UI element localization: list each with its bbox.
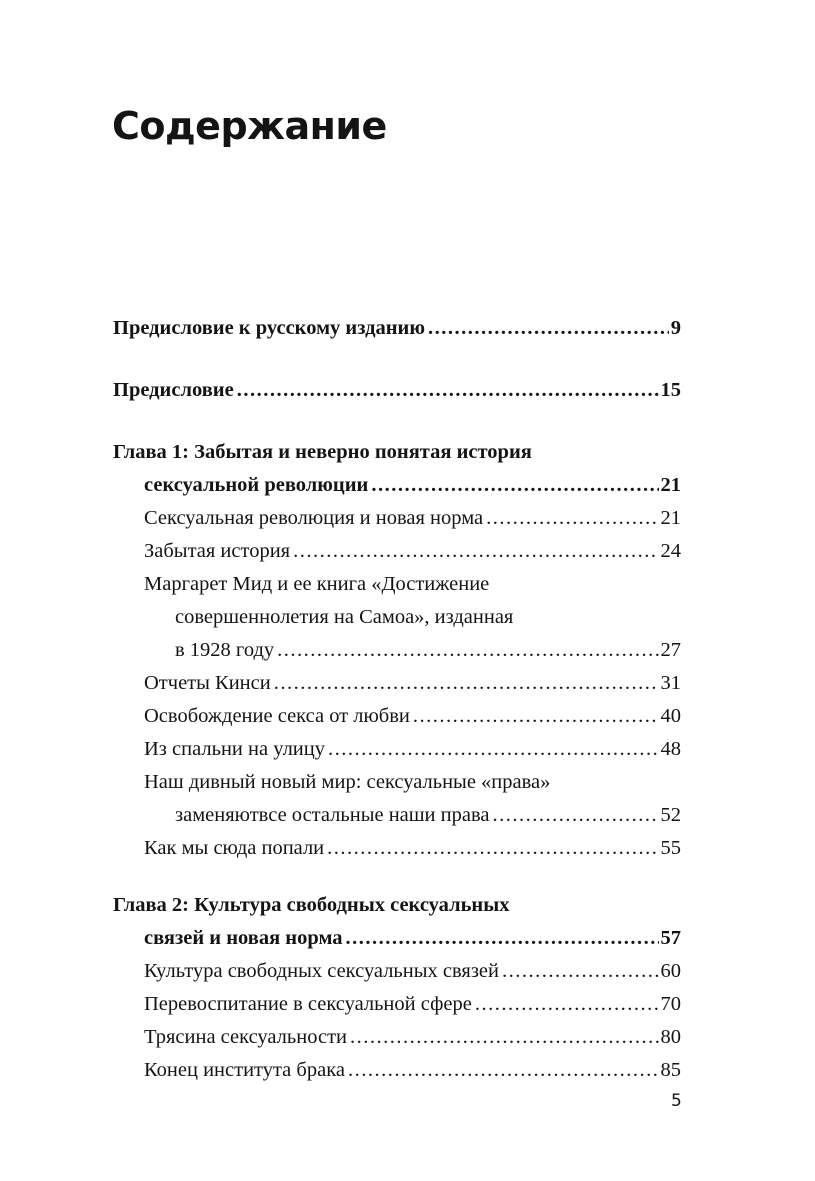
dot-leader (346, 922, 659, 955)
page-title: Содержание (112, 104, 387, 148)
dot-leader (413, 700, 659, 733)
page-number: 5 (671, 1091, 682, 1111)
dot-leader (475, 988, 659, 1021)
toc-entry-preface-russian[interactable] (113, 312, 681, 345)
toc-entry[interactable] (113, 667, 681, 700)
toc-entry-label: Освобождение секса от любви (144, 705, 410, 727)
toc-entry[interactable] (113, 733, 681, 766)
toc-entry-label: Предисловие (113, 379, 234, 401)
dot-leader (277, 634, 658, 667)
toc-entry-label: Из спальни на улицу (144, 738, 325, 760)
dot-leader (350, 1021, 658, 1054)
toc-page-number: 70 (660, 993, 681, 1015)
toc-page-number: 57 (660, 927, 681, 949)
toc-entry[interactable] (113, 988, 681, 1021)
toc-page-number: 60 (660, 960, 681, 982)
toc-entry-label: Конец института брака (144, 1059, 345, 1081)
chapter-heading-line: Глава 1: Забытая и неверно понятая история (113, 441, 532, 463)
toc-entry-label: Маргарет Мид и ее книга «Достижение (144, 573, 490, 595)
toc-page-number: 40 (660, 705, 681, 727)
chapter-heading-line: Глава 2: Культура свободных сексуальных (113, 894, 510, 916)
chapter-heading-line: сексуальной революции (144, 474, 369, 496)
toc-entry-label: Сексуальная революция и новая норма (144, 507, 484, 529)
table-of-contents (113, 312, 681, 1087)
dot-leader (293, 535, 658, 568)
toc-page-number: 27 (660, 639, 681, 661)
toc-entry-label: совершеннолетия на Самоа», изданная (175, 606, 514, 628)
toc-page-number: 24 (660, 540, 681, 562)
toc-entry-label: Отчеты Кинси (144, 672, 271, 694)
toc-entry-label: в 1928 году (175, 639, 275, 661)
toc-entry-label: Как мы сюда попали (144, 837, 325, 859)
dot-leader (348, 1054, 659, 1087)
toc-entry[interactable] (113, 955, 681, 988)
toc-entry[interactable] (113, 568, 681, 667)
toc-entry[interactable] (113, 700, 681, 733)
dot-leader (371, 469, 658, 502)
toc-page-number: 52 (660, 804, 681, 826)
toc-page-number: 31 (660, 672, 681, 694)
toc-chapter-2[interactable] (113, 889, 681, 955)
toc-entry[interactable] (113, 766, 681, 832)
dot-leader (237, 374, 659, 407)
dot-leader (327, 832, 658, 865)
dot-leader (486, 502, 658, 535)
toc-entry-label: Перевоспитание в сексуальной сфере (144, 993, 472, 1015)
dot-leader (428, 312, 669, 345)
chapter-heading-line: связей и новая норма (144, 927, 343, 949)
dot-leader (274, 667, 659, 700)
toc-entry-label: Забытая история (144, 540, 291, 562)
toc-entry[interactable] (113, 502, 681, 535)
toc-entry-label: Предисловие к русскому изданию (113, 317, 426, 339)
toc-page-number: 80 (660, 1026, 681, 1048)
toc-page-number: 21 (660, 474, 681, 496)
toc-entry[interactable] (113, 535, 681, 568)
toc-page-number: 21 (660, 507, 681, 529)
toc-page-number: 48 (660, 738, 681, 760)
dot-leader (502, 955, 658, 988)
toc-page-number: 9 (670, 317, 681, 339)
toc-entry-label: Трясина сексуальности (144, 1026, 348, 1048)
toc-entry[interactable] (113, 832, 681, 865)
toc-page-number: 15 (660, 379, 681, 401)
toc-entry-label: Наш дивный новый мир: сексуальные «права» (144, 771, 551, 793)
toc-entry[interactable] (113, 1054, 681, 1087)
toc-entry-preface[interactable] (113, 374, 681, 407)
toc-entry-label: Культура свободных сексуальных связей (144, 960, 500, 982)
toc-entry[interactable] (113, 1021, 681, 1054)
toc-page-number: 55 (660, 837, 681, 859)
toc-entry-label: заменяютвсе остальные наши права (175, 804, 490, 826)
toc-page-number: 85 (660, 1059, 681, 1081)
toc-chapter-1[interactable] (113, 436, 681, 502)
dot-leader (492, 799, 658, 832)
dot-leader (328, 733, 659, 766)
